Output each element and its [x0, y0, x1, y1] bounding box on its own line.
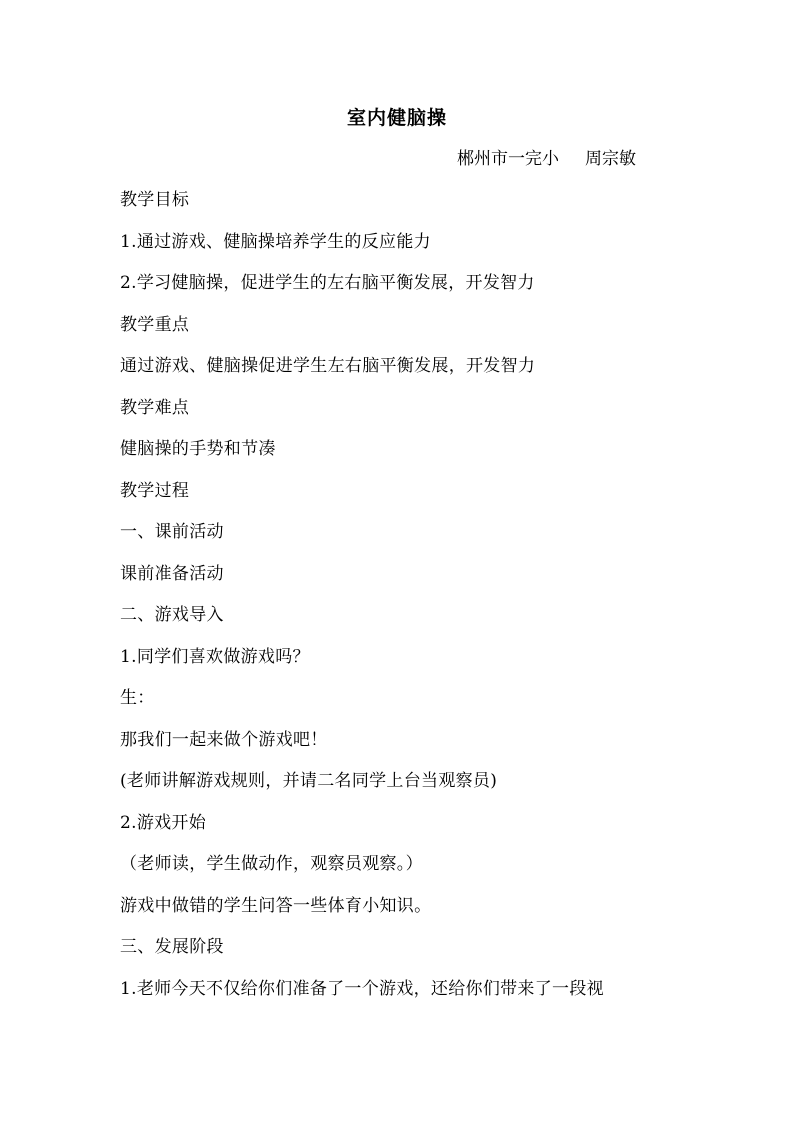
author-name: 周宗敏 [585, 149, 636, 169]
paragraph-line: (老师讲解游戏规则，并请二名同学上台当观察员) [120, 771, 498, 791]
paragraph-line: 生： [120, 688, 155, 708]
heading-process: 教学过程 [120, 480, 190, 501]
author-line [457, 146, 636, 172]
document-title: 室内健脑操 [346, 107, 447, 129]
paragraph-line: 健脑操的手势和节凑 [120, 439, 276, 459]
paragraph-line: 2.学习健脑操，促进学生的左右脑平衡发展，开发智力 [120, 273, 535, 293]
heading-objectives: 教学目标 [120, 190, 190, 210]
section-heading: 一、课前活动 [120, 522, 224, 542]
paragraph-line: 1.通过游戏、健脑操培养学生的反应能力 [120, 231, 431, 252]
heading-difficulties: 教学难点 [120, 397, 190, 418]
paragraph-line: （老师读，学生做动作，观察员观察。） [120, 854, 423, 874]
document-body [120, 187, 660, 1017]
paragraph-line: 1.老师今天不仅给你们准备了一个游戏，还给你们带来了一段视 [120, 978, 604, 999]
paragraph-line: 通过游戏、健脑操促进学生左右脑平衡发展，开发智力 [120, 356, 536, 376]
heading-key-points: 教学重点 [120, 314, 190, 335]
section-heading: 三、发展阶段 [120, 937, 224, 957]
section-heading: 二、游戏导入 [120, 605, 224, 625]
paragraph-line: 那我们一起来做个游戏吧！ [120, 729, 328, 750]
paragraph-line: 课前准备活动 [120, 563, 224, 584]
paragraph-line: 1.同学们喜欢做游戏吗？ [120, 646, 310, 667]
paragraph-line: 2.游戏开始 [120, 812, 207, 833]
author-school: 郴州市一完小 [457, 149, 559, 169]
paragraph-line: 游戏中做错的学生问答一些体育小知识。 [120, 895, 432, 916]
